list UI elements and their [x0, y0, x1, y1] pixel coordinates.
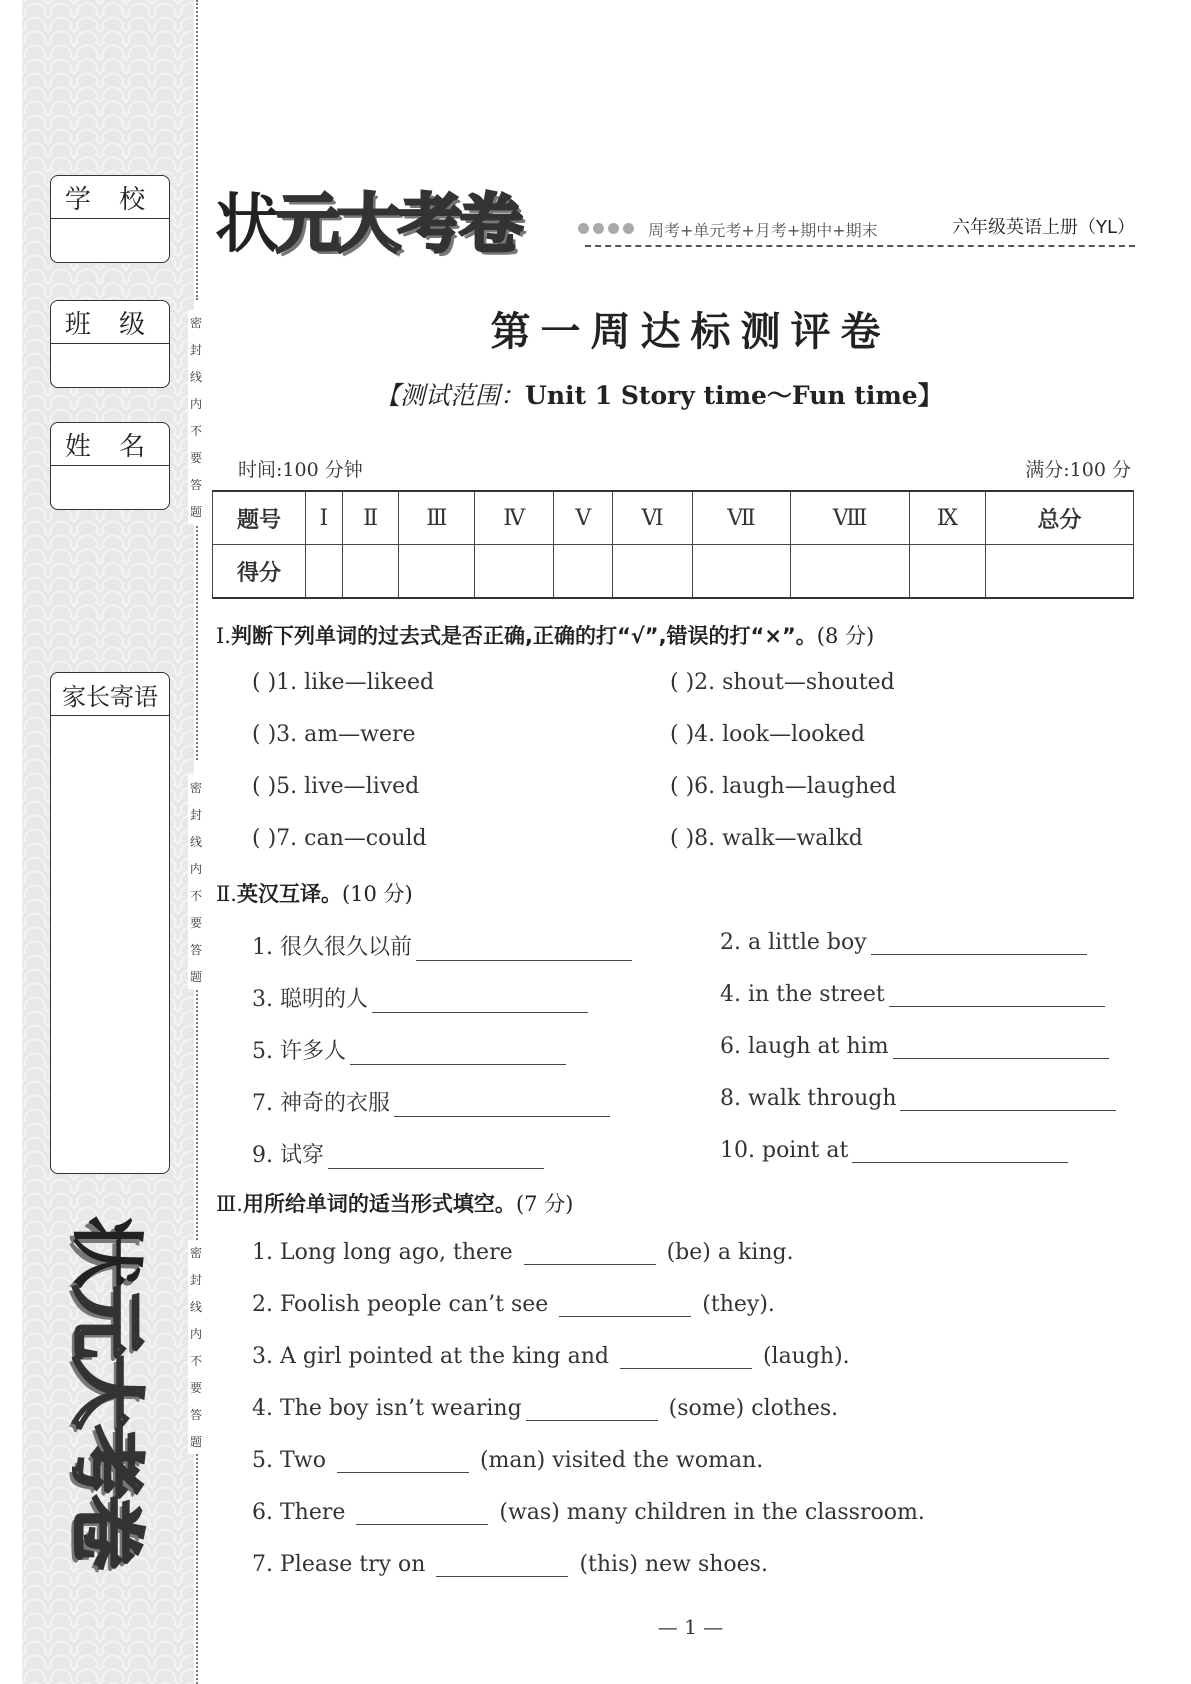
logo-char: 状 [63, 1215, 149, 1285]
answer-blank[interactable] [372, 1011, 588, 1013]
translate-item [252, 1034, 570, 1065]
name-field[interactable] [50, 422, 170, 510]
column-header: Ⅱ [342, 491, 398, 545]
answer-blank[interactable] [620, 1367, 752, 1369]
item-text: 1. Long long ago, there [252, 1240, 520, 1265]
tagline: 周考+单元考+月考+期中+期末 [648, 221, 878, 240]
header-label: 题号 [213, 491, 306, 545]
answer-blank[interactable] [852, 1161, 1068, 1163]
item-text: (be) a king. [659, 1240, 794, 1265]
seal-char: 题 [189, 970, 202, 984]
item-text: 2. a little boy [720, 930, 867, 955]
judge-item[interactable]: ( )6. laugh—laughed [670, 774, 897, 799]
section-points: (10 分) [341, 882, 413, 906]
item-text: 1. 很久很久以前 [252, 935, 412, 960]
fill-item [252, 1344, 850, 1369]
logo-char: 状 [215, 188, 276, 262]
translate-item [252, 1086, 614, 1117]
table-row [213, 545, 1134, 599]
brand-logo [215, 173, 520, 265]
score-table [212, 490, 1134, 599]
answer-blank[interactable] [356, 1523, 488, 1525]
item-text: (man) visited the woman. [472, 1448, 764, 1473]
dots-decoration-icon [578, 223, 634, 234]
item-text: 4. The boy isn’t wearing [252, 1396, 522, 1421]
seal-notice [188, 1240, 204, 1454]
answer-blank[interactable] [394, 1115, 610, 1117]
item-text: 8. walk through [720, 1086, 897, 1111]
fill-item [252, 1500, 925, 1525]
score-label: 得分 [213, 545, 306, 599]
school-field[interactable] [50, 175, 170, 263]
section-3-heading [216, 1188, 573, 1218]
answer-blank[interactable] [871, 953, 1087, 955]
full-score: 满分:100 分 [1025, 459, 1131, 481]
section-title: 判断下列单词的过去式是否正确,正确的打“√”,错误的打“×”。 [230, 624, 817, 648]
item-text: (some) clothes. [661, 1396, 839, 1421]
translate-item [252, 982, 592, 1013]
column-header: Ⅰ [306, 491, 343, 545]
score-cell[interactable] [475, 545, 554, 599]
total-score-cell[interactable] [986, 545, 1134, 599]
fill-item [252, 1292, 775, 1317]
item-text: 7. Please try on [252, 1552, 433, 1577]
score-cell[interactable] [342, 545, 398, 599]
parent-message-label: 家长寄语 [51, 673, 169, 716]
item-text: 4. in the street [720, 982, 885, 1007]
judge-item[interactable]: ( )1. like—likeed [252, 670, 435, 695]
class-label: 班 级 [51, 301, 169, 344]
translate-item [252, 930, 636, 961]
answer-blank[interactable] [337, 1471, 469, 1473]
seal-char: 内 [189, 397, 202, 411]
fill-item [252, 1396, 838, 1421]
item-text: 7. 神奇的衣服 [252, 1091, 390, 1116]
column-header: Ⅶ [692, 491, 791, 545]
seal-char: 内 [189, 862, 202, 876]
seal-char: 封 [189, 808, 202, 822]
answer-blank[interactable] [350, 1063, 566, 1065]
section-2-heading [216, 878, 413, 908]
item-text: 2. Foolish people can’t see [252, 1292, 556, 1317]
section-number: Ⅱ. [216, 882, 237, 906]
seal-char: 要 [189, 1381, 202, 1395]
scope-prefix: 【测试范围： [375, 381, 526, 410]
total-header: 总分 [986, 491, 1134, 545]
answer-blank[interactable] [416, 959, 632, 961]
seal-char: 密 [189, 781, 202, 795]
column-header: Ⅷ [791, 491, 909, 545]
logo-text: 元大考卷 [276, 188, 520, 262]
seal-char: 答 [189, 478, 202, 492]
seal-line [196, 970, 198, 1240]
sidebar-brand-logo [62, 1200, 162, 1580]
column-header: Ⅲ [399, 491, 475, 545]
fill-item [252, 1552, 768, 1577]
section-points: (8 分) [816, 624, 875, 648]
seal-char: 不 [189, 1354, 202, 1368]
score-cell[interactable] [791, 545, 909, 599]
translate-item [720, 1086, 1120, 1111]
section-points: (7 分) [515, 1192, 574, 1216]
answer-blank[interactable] [328, 1167, 544, 1169]
translate-item [252, 1138, 548, 1169]
judge-item[interactable]: ( )5. live—lived [252, 774, 420, 799]
seal-line [196, 0, 198, 300]
score-cell[interactable] [909, 545, 985, 599]
school-label: 学 校 [51, 176, 169, 219]
fill-item [252, 1448, 763, 1473]
score-cell[interactable] [692, 545, 791, 599]
item-text: (laugh). [755, 1344, 850, 1369]
section-number: Ⅰ. [216, 624, 231, 648]
translate-item [720, 982, 1109, 1007]
item-text: (they). [695, 1292, 775, 1317]
seal-char: 题 [189, 505, 202, 519]
seal-line [196, 510, 198, 760]
item-text: 5. Two [252, 1448, 333, 1473]
grade-label: 六年级英语上册（YL） [951, 217, 1135, 238]
table-row [213, 491, 1134, 545]
seal-char: 线 [189, 835, 202, 849]
item-text: 9. 试穿 [252, 1143, 324, 1168]
test-scope [375, 376, 943, 412]
answer-blank[interactable] [889, 1005, 1105, 1007]
seal-char: 密 [189, 316, 202, 330]
seal-line [196, 1450, 198, 1684]
translate-item [720, 930, 1091, 955]
translate-item [720, 1034, 1113, 1059]
seal-notice [188, 775, 204, 989]
fill-item [252, 1240, 794, 1265]
section-title: 用所给单词的适当形式填空。 [242, 1192, 516, 1216]
logo-text: 元大考卷 [63, 1285, 149, 1565]
seal-char: 封 [189, 1273, 202, 1287]
item-text: 10. point at [720, 1138, 849, 1163]
item-text: 3. A girl pointed at the king and [252, 1344, 616, 1369]
seal-char: 线 [189, 1300, 202, 1314]
seal-char: 题 [189, 1435, 202, 1449]
seal-char: 要 [189, 451, 202, 465]
column-header: Ⅴ [554, 491, 613, 545]
score-cell[interactable] [399, 545, 475, 599]
seal-char: 封 [189, 343, 202, 357]
seal-char: 不 [189, 424, 202, 438]
item-text: 6. There [252, 1500, 353, 1525]
seal-char: 密 [189, 1246, 202, 1260]
judge-item[interactable]: ( )7. can—could [252, 826, 427, 851]
seal-char: 线 [189, 370, 202, 384]
judge-item[interactable]: ( )3. am—were [252, 722, 416, 747]
item-text: (was) many children in the classroom. [492, 1500, 925, 1525]
answer-blank[interactable] [436, 1575, 568, 1577]
seal-char: 不 [189, 889, 202, 903]
seal-char: 答 [189, 1408, 202, 1422]
translate-item [720, 1138, 1072, 1163]
answer-blank[interactable] [559, 1315, 691, 1317]
header-divider [585, 245, 1135, 247]
scope-suffix: 】 [917, 381, 943, 410]
column-header: Ⅳ [475, 491, 554, 545]
score-cell[interactable] [554, 545, 613, 599]
judge-item[interactable]: ( )2. shout—shouted [670, 670, 895, 695]
parent-message-field[interactable] [50, 672, 170, 1174]
answer-blank[interactable] [526, 1419, 658, 1421]
page-title: 第一周达标测评卷 [490, 309, 891, 355]
scope-text: Unit 1 Story time～Fun time [525, 381, 918, 410]
name-label: 姓 名 [51, 423, 169, 466]
answer-blank[interactable] [524, 1263, 656, 1265]
page-header [215, 165, 1135, 260]
item-text: 3. 聪明的人 [252, 987, 368, 1012]
answer-blank[interactable] [900, 1109, 1116, 1111]
section-1-heading [216, 620, 874, 650]
seal-char: 要 [189, 916, 202, 930]
answer-blank[interactable] [893, 1057, 1109, 1059]
judge-item[interactable]: ( )4. look—looked [670, 722, 865, 747]
item-text: (this) new shoes. [572, 1552, 768, 1577]
column-header: Ⅵ [613, 491, 692, 545]
score-cell[interactable] [613, 545, 692, 599]
seal-char: 内 [189, 1327, 202, 1341]
item-text: 6. laugh at him [720, 1034, 889, 1059]
page-number: — 1 — [657, 1615, 724, 1639]
score-cell[interactable] [306, 545, 343, 599]
seal-char: 答 [189, 943, 202, 957]
column-header: Ⅸ [909, 491, 985, 545]
section-title: 英汉互译。 [236, 882, 342, 906]
judge-item[interactable]: ( )8. walk—walkd [670, 826, 863, 851]
time-limit: 时间:100 分钟 [238, 459, 363, 481]
item-text: 5. 许多人 [252, 1039, 346, 1064]
section-number: Ⅲ. [216, 1192, 243, 1216]
